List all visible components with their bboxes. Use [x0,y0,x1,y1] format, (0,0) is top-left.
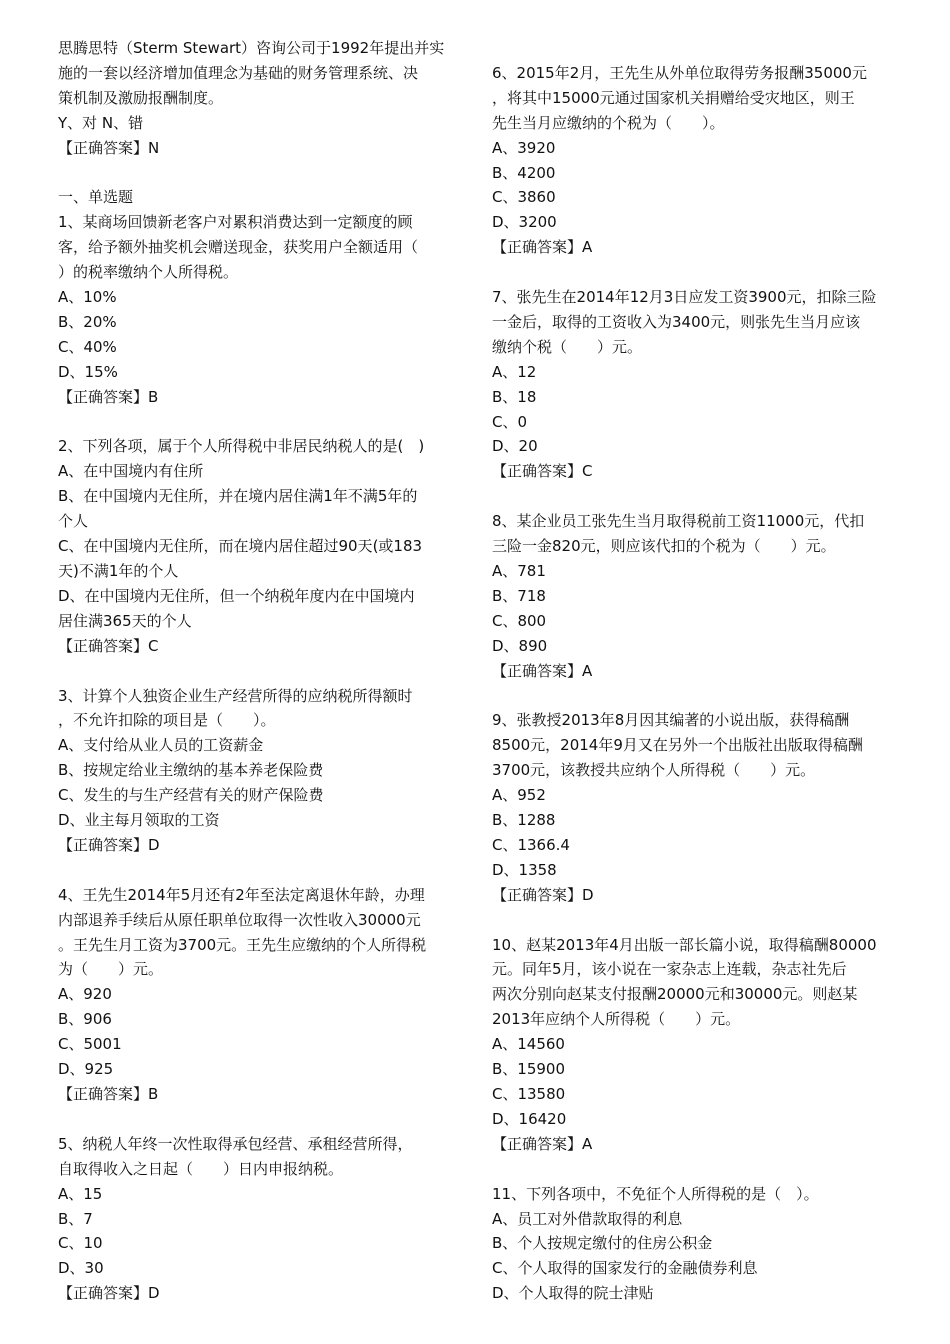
question-line: 3、计算个人独资企业生产经营所得的应纳税所得额时 [58,686,413,705]
text-line: ，将其中15000元通过国家机关捐赠给受灾地区，则王 [492,88,855,107]
option-line: A、员工对外借款取得的利息 [492,1209,683,1228]
answer-line: 【正确答案】D [58,1284,160,1303]
option-line: C、13580 [492,1084,566,1103]
text-line: 3700元，该教授共应纳个人所得税（ ）元。 [492,761,816,780]
question-line: 5、纳税人年终一次性取得承包经营、承租经营所得， [58,1134,413,1153]
text-line: 内部退养手续后从原任职单位取得一次性收入30000元 [58,910,421,929]
blank-line [492,484,902,509]
text-line: ，不允许扣除的项目是（ ）。 [58,711,276,730]
option-line: B、18 [492,387,537,406]
question-line: 4、王先生2014年5月还有2年至法定离退休年龄，办理 [58,885,425,904]
option-line: C、10 [58,1234,103,1253]
option-line: A、3920 [492,138,556,157]
text-line: 个人 [58,512,89,531]
option-line: C、3860 [492,188,556,207]
option-line: B、4200 [492,163,556,182]
text-line: 三险一金820元，则应该代扣的个税为（ ）元。 [492,537,836,556]
option-line: D、个人取得的院士津贴 [492,1284,654,1303]
text-line: ）的税率缴纳个人所得税。 [58,263,239,282]
option-line: D、16420 [492,1109,567,1128]
option-line: Y、对 N、错 [58,113,144,132]
option-line: D、890 [492,636,548,655]
option-line: A、15 [58,1184,103,1203]
text-line: 2013年应纳个人所得税（ ）元。 [492,1010,741,1029]
blank-line [58,1107,468,1132]
option-line: D、30 [58,1259,104,1278]
option-line: B、20% [58,312,117,331]
text-line: 元。同年5月，该小说在一家杂志上连载，杂志社先后 [492,960,847,979]
text-line: 8500元，2014年9月又在另外一个出版社出版取得稿酬 [492,736,863,755]
option-line: B、15900 [492,1060,566,1079]
option-line: D、1358 [492,860,557,879]
option-line: B、个人按规定缴付的住房公积金 [492,1234,713,1253]
blank-line [58,659,468,684]
text-line: 思腾思特（Sterm Stewart）咨询公司于1992年提出并实 [58,39,445,57]
option-line: C、800 [492,611,547,630]
text-line: 客，给予额外抽奖机会赠送现金，获奖用户全额适用（ [58,238,419,257]
option-line: A、12 [492,362,537,381]
section-heading: 一、单选题 [58,188,134,207]
option-line: A、781 [492,561,546,580]
text-line: 策机制及激励报酬制度。 [58,88,224,107]
text-line: 天)不满1年的个人 [58,562,179,580]
text-line: 自取得收入之日起（ ）日内申报纳税。 [58,1159,344,1178]
answer-line: 【正确答案】D [492,885,594,904]
blank-line [492,260,902,285]
question-line: 8、某企业员工张先生当月取得税前工资11000元，代扣 [492,512,865,531]
option-line: C、在中国境内无住所，而在境内居住超过90天(或183 [58,537,423,556]
answer-line: 【正确答案】A [492,238,593,257]
text-line: 为（ ）元。 [58,960,164,979]
question-line: 1、某商场回馈新老客户对累积消费达到一定额度的顾 [58,213,413,232]
option-line: C、1366.4 [492,835,570,854]
option-line: B、按规定给业主缴纳的基本养老保险费 [58,761,324,780]
question-line: 11、下列各项中，不免征个人所得税的是（ ）。 [492,1184,819,1203]
text-line: 施的一套以经济增加值理念为基础的财务管理系统、决 [58,63,419,82]
option-line: D、20 [492,437,538,456]
answer-line: 【正确答案】N [58,138,160,157]
text-line: 一金后，取得的工资收入为3400元，则张先生当月应该 [492,312,861,331]
blank-line [58,161,468,186]
question-line: 2、下列各项，属于个人所得税中非居民纳税人的是( ) [58,437,425,456]
left-column [58,36,468,1306]
option-line: A、920 [58,985,112,1004]
option-line: A、在中国境内有住所 [58,462,204,481]
option-line: D、15% [58,362,118,381]
option-line: B、906 [58,1010,112,1029]
option-line: C、0 [492,412,528,431]
blank-line [58,410,468,435]
text-line: 。王先生月工资为3700元。王先生应缴纳的个人所得税 [58,935,427,954]
blank-line [58,858,468,883]
option-line: D、3200 [492,213,557,232]
option-line: D、业主每月领取的工资 [58,811,220,830]
blank-line [492,1157,902,1182]
text-line: 居住满365天的个人 [58,611,192,630]
right-column [492,36,902,1306]
option-line: A、952 [492,786,546,805]
option-line: C、发生的与生产经营有关的财产保险费 [58,786,324,805]
option-line: A、14560 [492,1035,565,1054]
text-line: 先生当月应缴纳的个税为（ ）。 [492,113,725,132]
option-line: B、1288 [492,811,556,830]
option-line: B、718 [492,586,546,605]
blank-line [492,908,902,933]
question-line: 10、赵某2013年4月出版一部长篇小说，取得稿酬80000 [492,935,877,954]
option-line: C、5001 [58,1035,122,1054]
text-line: 缴纳个税（ ）元。 [492,337,643,356]
question-line: 7、张先生在2014年12月3日应发工资3900元，扣除三险 [492,288,877,307]
option-line: D、925 [58,1060,114,1079]
question-line: 6、2015年2月，王先生从外单位取得劳务报酬35000元 [492,63,867,82]
answer-line: 【正确答案】C [492,462,593,481]
answer-line: 【正确答案】D [58,835,160,854]
option-line: B、在中国境内无住所，并在境内居住满1年不满5年的 [58,487,418,506]
answer-line: 【正确答案】A [492,661,593,680]
option-line: C、40% [58,337,117,356]
option-line: D、在中国境内无住所，但一个纳税年度内在中国境内 [58,586,415,605]
blank-line [492,684,902,709]
question-line: 9、张教授2013年8月因其编著的小说出版，获得稿酬 [492,711,850,730]
text-line: 两次分别向赵某支付报酬20000元和30000元。则赵某 [492,985,858,1004]
option-line: B、7 [58,1209,93,1228]
answer-line: 【正确答案】C [58,636,159,655]
answer-line: 【正确答案】A [492,1134,593,1153]
option-line: A、10% [58,288,117,307]
blank-line [492,36,902,61]
answer-line: 【正确答案】B [58,1085,159,1103]
answer-line: 【正确答案】B [58,387,159,406]
option-line: C、个人取得的国家发行的金融债券利息 [492,1259,758,1278]
option-line: A、支付给从业人员的工资薪金 [58,736,264,755]
